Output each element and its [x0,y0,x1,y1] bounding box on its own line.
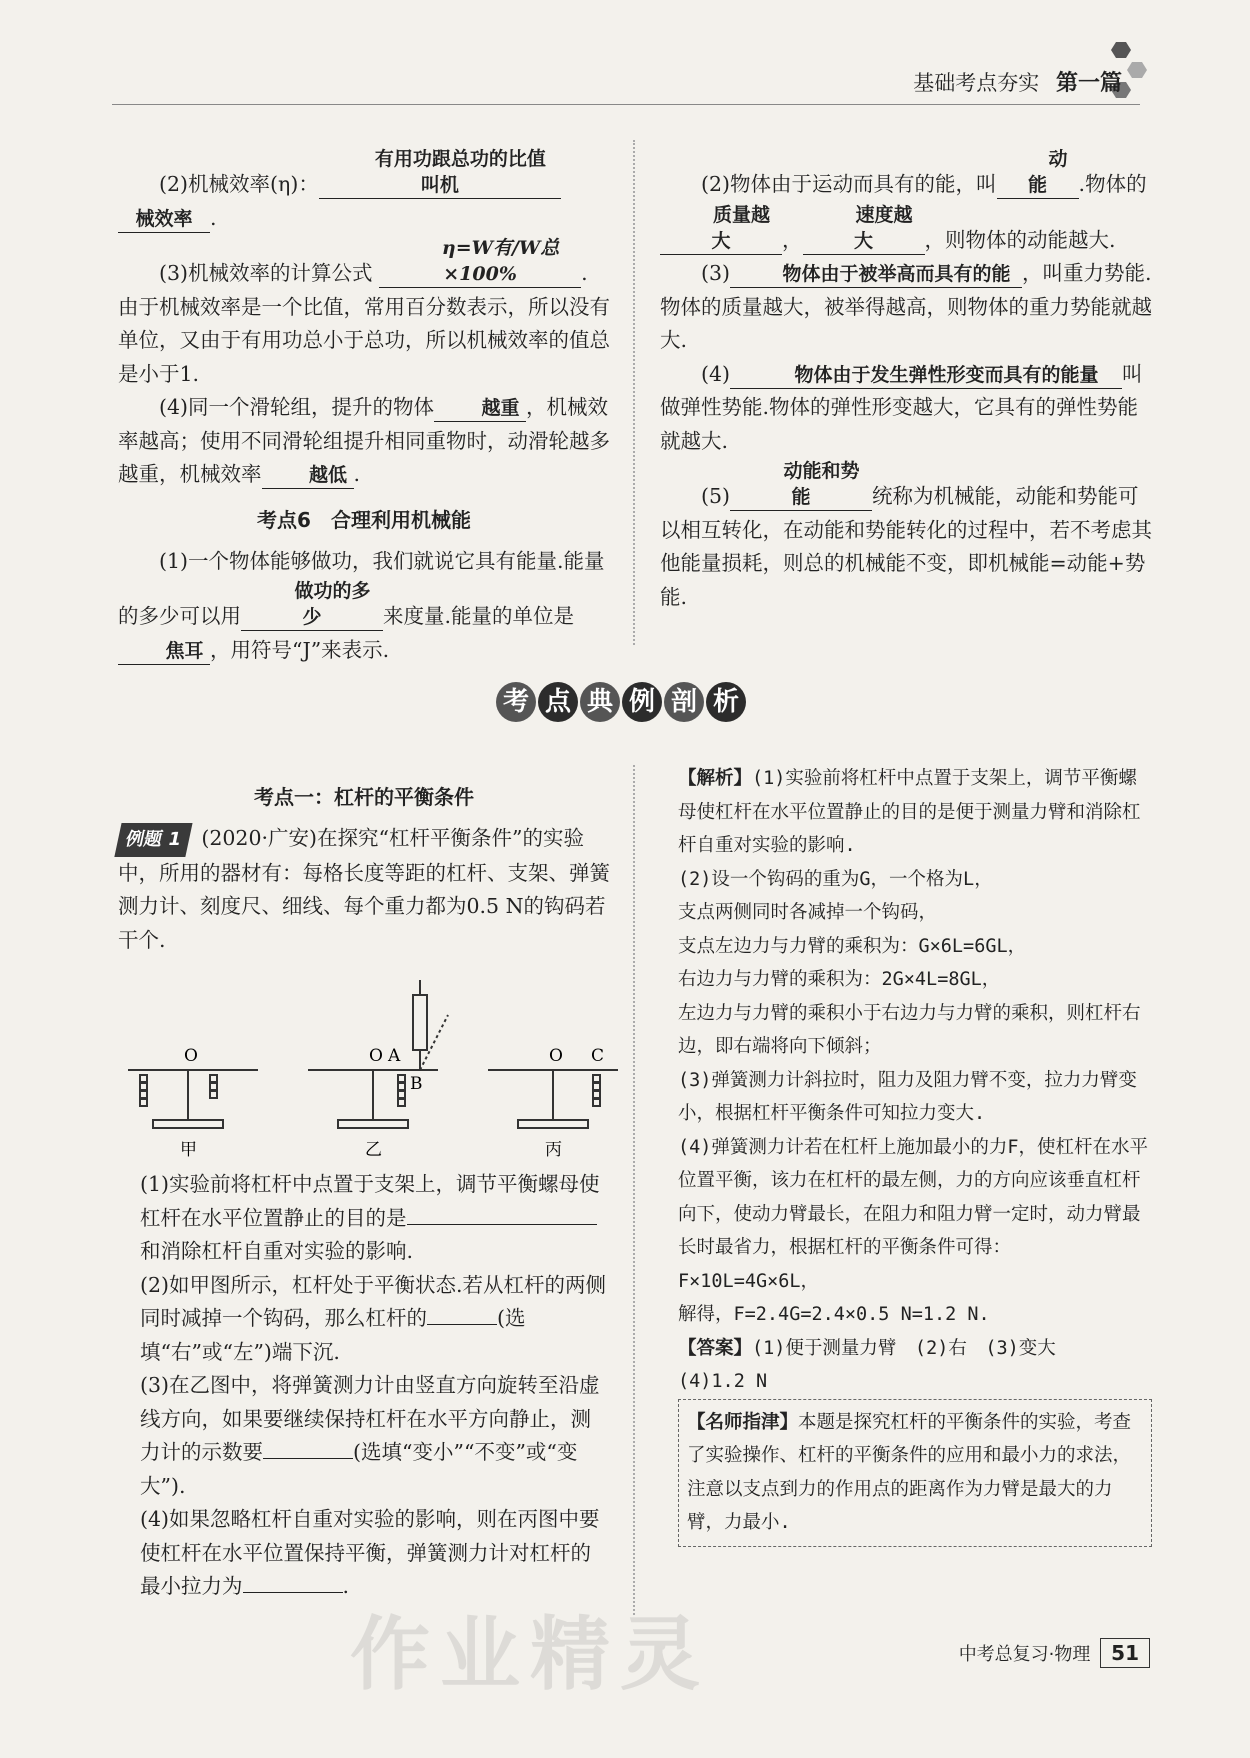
fig-point-b: B [410,1074,423,1094]
solution-column [678,762,1152,1547]
solution-3: (3)弹簧测力计斜拉时，阻力及阻力臂不变，拉力力臂变小，根据杠杆平衡条件可知拉力变大. [678,1069,1137,1124]
right-top-column [660,146,1152,614]
fig-label-jia: 甲 [180,1140,197,1160]
column-divider-top [633,140,635,645]
footer [959,1638,1150,1668]
section-6-title: 考点6 合理利用机械能 [257,507,471,532]
solution-2a: (2)设一个钩码的重为G，一个格为L， [678,868,993,890]
solution-2c: 支点左边力与力臂的乘积为：G×6L=6GL， [678,935,1027,957]
mechanical-energy: (5)动能和势能 统称为机械能，动能和势能可以相互转化，在动能和势能转化的过程中，若不考虑其他能量损耗，则总的机械能不变，即机械能=动能+势能. [660,460,1152,609]
solution-2b: 支点两侧同时各减掉一个钩码， [678,902,938,923]
efficiency-definition: (2)机械效率(η)：有用功跟总功的比值叫机 [118,146,610,202]
lever-figures [118,975,618,1165]
example-intro: 例题 1 (2020·广安)在探究“杠杆平衡条件”的实验中，所用的器材有：每格长度等距的杠杆、支架、弹簧测力计、刻度尺、细线、每个重力都为0.5 N的钩码若干个. [118,822,610,957]
footer-book-title: 中考总复习·物理 [958,1644,1091,1665]
solution-5: F×10L=4G×6L， [678,1270,820,1292]
watermark: 作业精灵 [350,1608,710,1701]
fig-label-yi: 乙 [365,1140,382,1160]
fig-point-o1: O [184,1046,198,1066]
efficiency-note: 由于机械效率是一个比值，常用百分数表示，所以没有单位，又由于有用功总小于总功，所以机械效率的值总是小于1. [118,294,610,386]
answer-line-1: 【答案】(1)便于测量力臂 (2)右 (3)变大 [678,1337,1056,1359]
kinetic-energy: (2)物体由于运动而具有的能，叫动能 .物体的质量越大 ，速度越大 ，则物体的动能越大. [660,146,1152,257]
pulley-efficiency: (4)同一个滑轮组，提升的物体 越重 ，机械效率越高；使用不同滑轮组提升相同重物时，动滑轮越多越重，机械效率 越低 . [118,391,610,492]
header-part: 第一篇 [1055,71,1122,96]
header [913,66,1122,97]
elastic-potential-energy: (4) 物体由于发生弹性形变而具有的能量 叫做弹性势能.物体的弹性形变越大，它具有的弹性势能就越大. [660,361,1143,453]
formula: η=W有/W总×100% [379,235,581,288]
section-banner: 考 点 典 例 剖 析 [495,682,775,734]
solution-2e: 左边力与力臂的乘积小于右边力与力臂的乘积，则杠杆右边，即右端将向下倾斜； [678,1002,1141,1057]
gravitational-potential-energy: (3) 物体由于被举高而具有的能 ，叫重力势能.物体的质量越大，被举得越高，则物体的重力势能就越大. [660,261,1152,352]
page-number: 51 [1100,1638,1150,1668]
question-4: (4)如果忽略杠杆自重对实验的影响，则在丙图中要使杠杆在水平位置保持平衡，弹簧测力计对杠杆的最小拉力为 . [140,1507,600,1598]
efficiency-formula: (3)机械效率的计算公式 η=W有/W总×100% . [118,235,610,291]
fig-label-bing: 丙 [545,1140,562,1160]
teacher-tip-box: 【名师指津】本题是探究杠杆的平衡条件的实验，考查了实验操作、杠杆的平衡条件的应用和最小力的求法，注意以支点到力的作用点的距离作为力臂是最大的力臂，力最小. [678,1399,1152,1547]
solution-6: 解得，F=2.4G=2.4×0.5 N=1.2 N. [678,1304,990,1325]
solution-2d: 右边力与力臂的乘积为：2G×4L=8GL， [678,969,1001,990]
fig-point-o2: O [369,1046,383,1066]
left-top-column: (2)机械效率(η)：有用功跟总功的比值叫机 械效率 . (3)机械效率的计算公式 η=W有/W总×100% . 由于机械效率是一个比值，常用百分数表示，所以没有单位，又由于有用功总小于总功，所以机械效率的值总是小于1. (4)同一个滑轮组，提升的物体 越重 ，机械效率越高；使用不同滑轮组提升相同重物时，动滑轮越多越重，机械效率 越低 . 考点6 合理利用机械能 (1)一个物体能够做功，我们就说它具有能量.能量的多少可以用做功的多少 来度量.能量的单位是焦耳 ，用符号“J”来表示. [118,146,610,667]
solution-4: (4)弹簧测力计若在杠杆上施加最小的力F，使杠杆在水平位置平衡，该力在杠杆的最左侧，力的方向应该垂直杠杆向下，使动力臂最长，在阻力和阻力臂一定时，动力臂最长时最省力，根据杠杆的平衡条件可得： [678,1136,1149,1258]
fig-point-c: C [591,1046,605,1066]
example-tag: 例题 1 [114,823,192,857]
energy-definition: (1)一个物体能够做功，我们就说它具有能量.能量的多少可以用做功的多少 来度量.能量的单位是焦耳 ，用符号“J”来表示. [118,545,610,668]
header-divider [112,104,1140,105]
example-column [118,775,610,957]
answer-line-2: (4)1.2 N [678,1371,768,1392]
fig-point-a: A [388,1046,401,1066]
question-2: (2)如甲图所示，杠杆处于平衡状态.若从杠杆的两侧同时减掉一个钩码，那么杠杆的 (选填“右”或“左”)端下沉. [140,1272,607,1364]
column-divider-bottom [633,765,635,1615]
fig-point-o3: O [549,1046,563,1066]
solution-1: 【解析】(1)实验前将杠杆中点置于支架上，调节平衡螺母使杠杆在水平位置静止的目的是便于测量力臂和消除杠杆自重对实验的影响. [678,768,1141,856]
question-3: (3)在乙图中，将弹簧测力计由竖直方向旋转至沿虚线方向，如果要继续保持杠杆在水平方向静止，测力计的示数要 (选填“变小”“不变”或“变大”). [140,1373,600,1498]
example-questions [140,1168,610,1604]
question-1: (1)实验前将杠杆中点置于支架上，调节平衡螺母使杠杆在水平位置静止的目的是和消除杠杆自重对实验的影响. [140,1172,600,1263]
header-section: 基础考点夯实 [913,71,1040,95]
point-1-title: 考点一：杠杆的平衡条件 [254,785,474,809]
